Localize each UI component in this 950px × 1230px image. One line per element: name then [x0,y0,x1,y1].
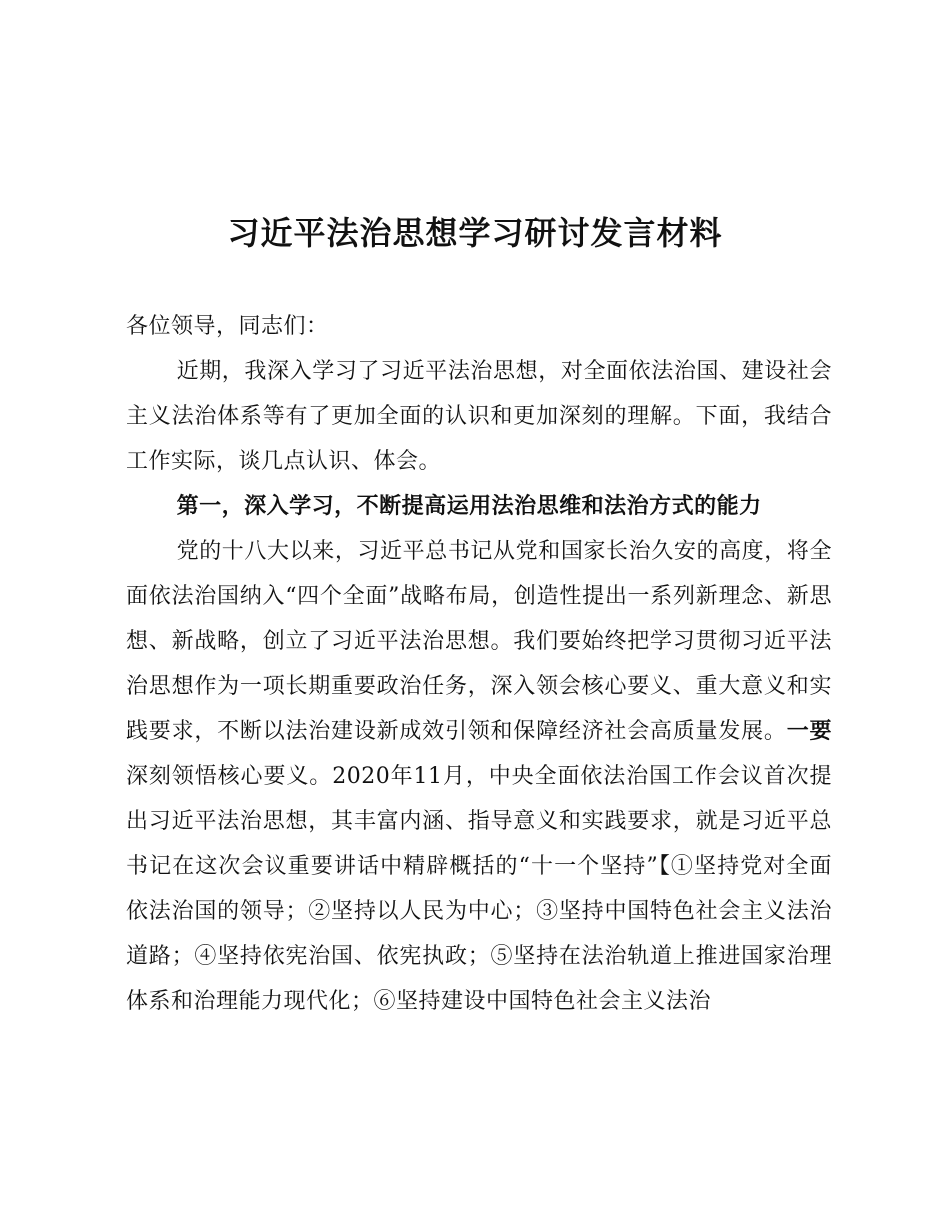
document-body [126,304,832,1024]
bold-keyword: 一要 [786,718,832,744]
paragraph-text-continued: 深刻领悟核心要义。2020年11月，中央全面依法治国工作会议首次提出习近平法治思想，其丰富内涵、指导意义和实践要求，就是习近平总书记在这次会议重要讲话中精辟概括的“十一个坚持”【①坚持党对全面依法治国的领导；②坚持以人民为中心；③坚持中国特色社会主义法治道路；④坚持依宪治国、依宪执政；⑤坚持在法治轨道上推进国家治理体系和治理能力现代化；⑥坚持建设中国特色社会主义法治 [126,764,832,1014]
body-paragraph [126,529,832,1024]
paragraph-text: 党的十八大以来，习近平总书记从党和国家长治久安的高度，将全面依法治国纳入“四个全面”战略布局，创造性提出一系列新理念、新思想、新战略，创立了习近平法治思想。我们要始终把学习贯彻习近平法治思想作为一项长期重要政治任务，深入领会核心要义、重大意义和实践要求，不断以法治建设新成效引领和保障经济社会高质量发展。 [126,539,832,744]
document-title: 习近平法治思想学习研讨发言材料 [227,214,723,252]
intro-paragraph: 近期，我深入学习了习近平法治思想，对全面依法治国、建设社会主义法治体系等有了更加全面的认识和更加深刻的理解。下面，我结合工作实际，谈几点认识、体会。 [126,359,832,474]
section-heading: 第一，深入学习，不断提高运用法治思维和法治方式的能力 [176,493,762,519]
salutation: 各位领导，同志们： [126,314,329,339]
